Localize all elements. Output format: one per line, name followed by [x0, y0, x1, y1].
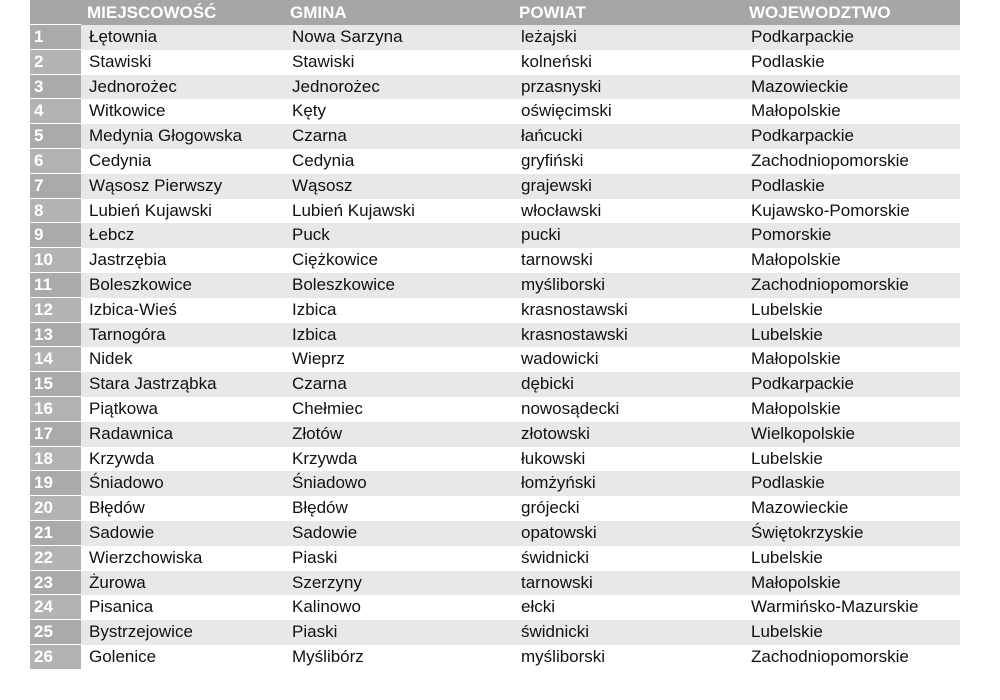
commune-cell: Śniadowo	[284, 471, 513, 496]
voivodeship-cell: Zachodniopomorskie	[743, 273, 960, 298]
row-number: 9	[30, 223, 81, 248]
voivodeship-cell: Zachodniopomorskie	[743, 645, 960, 670]
voivodeship-cell: Mazowieckie	[743, 75, 960, 100]
locality-cell: Łętownia	[81, 25, 284, 50]
locality-cell: Golenice	[81, 645, 284, 670]
row-number: 19	[30, 471, 81, 496]
voivodeship-cell: Małopolskie	[743, 571, 960, 596]
county-cell: opatowski	[513, 521, 743, 546]
county-cell: łomżyński	[513, 471, 743, 496]
commune-cell: Szerzyny	[284, 571, 513, 596]
locality-cell: Wąsosz Pierwszy	[81, 174, 284, 199]
locality-cell: Tarnogóra	[81, 323, 284, 348]
county-cell: grajewski	[513, 174, 743, 199]
locality-cell: Śniadowo	[81, 471, 284, 496]
commune-cell: Złotów	[284, 422, 513, 447]
county-cell: łukowski	[513, 447, 743, 472]
header-county: POWIAT	[513, 0, 743, 25]
county-cell: złotowski	[513, 422, 743, 447]
commune-cell: Lubień Kujawski	[284, 199, 513, 224]
locality-cell: Witkowice	[81, 99, 284, 124]
locality-cell: Sadowie	[81, 521, 284, 546]
voivodeship-cell: Podlaskie	[743, 174, 960, 199]
commune-cell: Kalinowo	[284, 595, 513, 620]
row-number: 26	[30, 645, 81, 670]
commune-cell: Izbica	[284, 298, 513, 323]
county-cell: nowosądecki	[513, 397, 743, 422]
locality-cell: Wierzchowiska	[81, 546, 284, 571]
row-number: 14	[30, 347, 81, 372]
commune-cell: Chełmiec	[284, 397, 513, 422]
row-number: 23	[30, 571, 81, 596]
row-number: 24	[30, 595, 81, 620]
row-number: 20	[30, 496, 81, 521]
row-number: 10	[30, 248, 81, 273]
county-cell: myśliborski	[513, 645, 743, 670]
locality-cell: Pisanica	[81, 595, 284, 620]
row-number: 2	[30, 50, 81, 75]
voivodeship-cell: Lubelskie	[743, 298, 960, 323]
county-cell: pucki	[513, 223, 743, 248]
county-cell: krasnostawski	[513, 323, 743, 348]
row-number: 13	[30, 323, 81, 348]
county-cell: łańcucki	[513, 124, 743, 149]
voivodeship-cell: Świętokrzyskie	[743, 521, 960, 546]
county-cell: włocławski	[513, 199, 743, 224]
commune-cell: Stawiski	[284, 50, 513, 75]
locality-cell: Błędów	[81, 496, 284, 521]
locality-cell: Izbica-Wieś	[81, 298, 284, 323]
voivodeship-cell: Małopolskie	[743, 99, 960, 124]
row-number: 16	[30, 397, 81, 422]
commune-cell: Boleszkowice	[284, 273, 513, 298]
row-number: 7	[30, 174, 81, 199]
header-number	[30, 0, 81, 25]
voivodeship-cell: Lubelskie	[743, 323, 960, 348]
row-number: 17	[30, 422, 81, 447]
county-cell: ełcki	[513, 595, 743, 620]
county-cell: kolneński	[513, 50, 743, 75]
locality-cell: Jastrzębia	[81, 248, 284, 273]
voivodeship-cell: Pomorskie	[743, 223, 960, 248]
locality-table-sheet	[30, 0, 960, 700]
commune-cell: Czarna	[284, 124, 513, 149]
voivodeship-cell: Mazowieckie	[743, 496, 960, 521]
row-number: 12	[30, 298, 81, 323]
county-cell: grójecki	[513, 496, 743, 521]
locality-cell: Boleszkowice	[81, 273, 284, 298]
voivodeship-cell: Warmińsko-Mazurskie	[743, 595, 960, 620]
commune-cell: Puck	[284, 223, 513, 248]
row-number: 21	[30, 521, 81, 546]
county-cell: oświęcimski	[513, 99, 743, 124]
voivodeship-cell: Wielkopolskie	[743, 422, 960, 447]
voivodeship-cell: Podlaskie	[743, 471, 960, 496]
county-cell: leżajski	[513, 25, 743, 50]
voivodeship-cell: Kujawsko-Pomorskie	[743, 199, 960, 224]
locality-cell: Stawiski	[81, 50, 284, 75]
commune-cell: Błędów	[284, 496, 513, 521]
voivodeship-cell: Podkarpackie	[743, 124, 960, 149]
voivodeship-cell: Małopolskie	[743, 347, 960, 372]
locality-table	[30, 0, 960, 670]
commune-cell: Cedynia	[284, 149, 513, 174]
locality-cell: Krzywda	[81, 447, 284, 472]
county-cell: tarnowski	[513, 571, 743, 596]
commune-cell: Krzywda	[284, 447, 513, 472]
locality-cell: Nidek	[81, 347, 284, 372]
header-commune: GMINA	[284, 0, 513, 25]
locality-cell: Jednorożec	[81, 75, 284, 100]
row-number: 5	[30, 124, 81, 149]
county-cell: świdnicki	[513, 620, 743, 645]
locality-cell: Łebcz	[81, 223, 284, 248]
county-cell: tarnowski	[513, 248, 743, 273]
voivodeship-cell: Lubelskie	[743, 620, 960, 645]
row-number: 18	[30, 447, 81, 472]
commune-cell: Wąsosz	[284, 174, 513, 199]
locality-cell: Lubień Kujawski	[81, 199, 284, 224]
row-number: 11	[30, 273, 81, 298]
commune-cell: Czarna	[284, 372, 513, 397]
locality-cell: Żurowa	[81, 571, 284, 596]
voivodeship-cell: Lubelskie	[743, 546, 960, 571]
row-number: 6	[30, 149, 81, 174]
commune-cell: Izbica	[284, 323, 513, 348]
locality-cell: Bystrzejowice	[81, 620, 284, 645]
locality-cell: Cedynia	[81, 149, 284, 174]
voivodeship-cell: Podkarpackie	[743, 372, 960, 397]
locality-cell: Radawnica	[81, 422, 284, 447]
county-cell: dębicki	[513, 372, 743, 397]
commune-cell: Piaski	[284, 620, 513, 645]
header-locality: MIEJSCOWOŚĆ	[81, 0, 284, 25]
county-cell: myśliborski	[513, 273, 743, 298]
voivodeship-cell: Małopolskie	[743, 397, 960, 422]
commune-cell: Ciężkowice	[284, 248, 513, 273]
locality-cell: Medynia Głogowska	[81, 124, 284, 149]
header-voivodeship: WOJEWODZTWO	[743, 0, 960, 25]
county-cell: krasnostawski	[513, 298, 743, 323]
commune-cell: Piaski	[284, 546, 513, 571]
voivodeship-cell: Podkarpackie	[743, 25, 960, 50]
commune-cell: Sadowie	[284, 521, 513, 546]
commune-cell: Myślibórz	[284, 645, 513, 670]
county-cell: wadowicki	[513, 347, 743, 372]
row-number: 22	[30, 546, 81, 571]
row-number: 15	[30, 372, 81, 397]
voivodeship-cell: Podlaskie	[743, 50, 960, 75]
row-number: 1	[30, 25, 81, 50]
locality-cell: Stara Jastrząbka	[81, 372, 284, 397]
row-number: 4	[30, 99, 81, 124]
county-cell: przasnyski	[513, 75, 743, 100]
row-number: 25	[30, 620, 81, 645]
locality-cell: Piątkowa	[81, 397, 284, 422]
voivodeship-cell: Lubelskie	[743, 447, 960, 472]
county-cell: świdnicki	[513, 546, 743, 571]
commune-cell: Kęty	[284, 99, 513, 124]
row-number: 3	[30, 75, 81, 100]
commune-cell: Wieprz	[284, 347, 513, 372]
commune-cell: Nowa Sarzyna	[284, 25, 513, 50]
row-number: 8	[30, 199, 81, 224]
voivodeship-cell: Zachodniopomorskie	[743, 149, 960, 174]
voivodeship-cell: Małopolskie	[743, 248, 960, 273]
commune-cell: Jednorożec	[284, 75, 513, 100]
county-cell: gryfiński	[513, 149, 743, 174]
